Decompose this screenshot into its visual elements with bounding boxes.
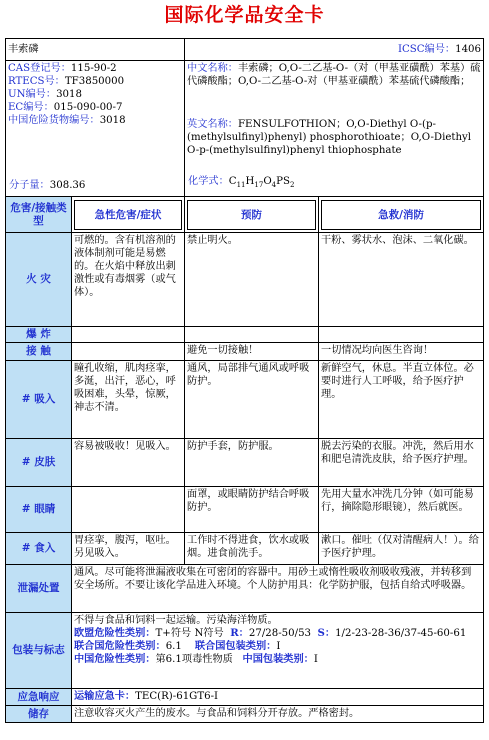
hazard-row-inhalation: [6, 361, 484, 439]
hazard-aid: 新鲜空气，休息。半直立体位。必要时进行人工呼吸，给予医疗护理。: [319, 361, 484, 439]
hazard-symptom: 瞳孔收缩，肌肉痉挛，多涎，出汗，恶心，呼吸困难，头晕，惊厥，神志不清。: [72, 361, 185, 439]
cn-name-label: 中文名称：: [187, 63, 238, 74]
names-cell: [185, 61, 484, 197]
storage-label: 储存: [6, 706, 72, 723]
storage-text: 注意收容灭火产生的废水。与食品和饲料分开存放。严格密封。: [72, 706, 484, 723]
hazard-symptom: [72, 487, 185, 533]
r-label: R：: [230, 627, 249, 639]
hazard-prevention: 防护手套，防护服。: [185, 439, 319, 487]
cn-class-label: 中国危险性类别：: [74, 653, 156, 665]
hazard-prevention: [185, 327, 319, 343]
hazard-aid: [319, 327, 484, 343]
ec-label: EC编号：: [8, 102, 54, 113]
un-class-label: 联合国危险性类别：: [74, 640, 166, 652]
cn-pack: I: [313, 654, 318, 665]
hazard-prevention: 避免一切接触！: [185, 343, 319, 361]
hazard-type: # 皮肤: [6, 439, 72, 487]
hazard-prevention: 禁止明火。: [185, 233, 319, 327]
s-label: S：: [317, 627, 336, 639]
hazard-type: # 吸入: [6, 361, 72, 439]
icsc-cell: [185, 39, 484, 61]
hazard-type: # 眼睛: [6, 487, 72, 533]
r-phrases: 27/28-50/53: [248, 628, 312, 639]
hazard-type: 火 灾: [6, 233, 72, 327]
hazard-symptom: 容易被吸收！见吸入。: [72, 439, 185, 487]
hazard-prevention: 面罩，或眼睛防护结合呼吸防护。: [185, 487, 319, 533]
emergency-row: [6, 689, 484, 706]
un-label: UN编号：: [8, 89, 57, 100]
hazard-row-eyes: [6, 487, 484, 533]
spill-text: 通风。尽可能将泄漏液收集在可密闭的容器中。用砂土或惰性吸收剂吸收残液，并转移到安全场所。不要让该化学品进入环境。个人防护用具：化学防护服，包括自给式呼吸器。: [72, 565, 484, 613]
identifiers-cell: [6, 61, 185, 197]
un-pack-label: 联合国包装类别：: [194, 640, 277, 652]
chemical-name-cell: [6, 39, 185, 61]
emergency-content: [72, 689, 484, 706]
un-class: 6.1: [165, 641, 182, 652]
chemical-name: 丰索磷: [8, 44, 39, 55]
icsc-number: 1406: [455, 44, 482, 55]
col-header-prevention: 预防: [185, 197, 319, 233]
hazard-row-contact: [6, 343, 484, 361]
cn-dangerous-goods-label: 中国危险货物编号：: [8, 115, 100, 126]
hazard-row-explosion: [6, 327, 484, 343]
card-table: [5, 38, 484, 723]
hazard-aid: 先用大量水冲洗几分钟（如可能易行，摘除隐形眼镜），然后就医。: [319, 487, 484, 533]
emergency-card: TEC(R)-61GT6-I: [135, 691, 219, 702]
spill-label: 泄漏处置: [6, 565, 72, 613]
en-name: FENSULFOTHION；O,O-Diethyl O-(p-(methylsulfinyl)phenyl) phosphorothioate；O,O-Diethyl O-p-(methylsulfinyl)phenyl thiophosphate: [187, 119, 472, 156]
ec-number: 015-090-00-7: [53, 102, 123, 113]
packaging-line1: 不得与食品和饲料一起运输。污染海洋物质。: [74, 615, 278, 626]
en-name-label: 英文名称：: [187, 119, 238, 130]
hazard-symptom: 胃痉挛，腹泻，呕吐。另见吸入。: [72, 533, 185, 565]
un-number: 3018: [56, 89, 82, 100]
cn-class: 第6.1项毒性物质: [155, 654, 233, 665]
hazard-row-fire: [6, 233, 484, 327]
hazard-type: 接 触: [6, 343, 72, 361]
cas-number: 115-90-2: [70, 63, 117, 74]
hazard-aid: 干粉、雾状水、泡沫、二氧化碳。: [319, 233, 484, 327]
hazard-symptom: 可燃的。含有机溶剂的液体制剂可能是易燃的。在火焰中释放出刺激性或有毒烟雾（或气体）。: [72, 233, 185, 327]
cn-dangerous-goods-number: 3018: [99, 115, 126, 126]
formula-label: 化学式：: [188, 175, 229, 187]
storage-row: [6, 706, 484, 723]
hazard-aid: 脱去污染的衣服。冲洗，然后用水和肥皂清洗皮肤，给予医疗护理。: [319, 439, 484, 487]
cas-label: CAS登记号：: [8, 63, 71, 74]
hazard-prevention: 通风，局部排气通风或呼吸防护。: [185, 361, 319, 439]
cn-pack-label: 中国包装类别：: [242, 653, 314, 665]
packaging-content: [72, 613, 484, 689]
hazard-type: # 食入: [6, 533, 72, 565]
emergency-card-label: 运输应急卡：: [74, 690, 136, 702]
cn-name: 丰索磷；O,O-二乙基-O-（对（甲基亚磺酰）苯基）硫代磷酸酯；O,O-二乙基-O-对（甲基亚磺酰）苯基硫代磷酸酯；: [187, 63, 481, 87]
un-pack: I: [276, 641, 281, 652]
col-header-aid: 急救/消防: [319, 197, 484, 233]
hazard-type: 爆 炸: [6, 327, 72, 343]
hazard-aid: 漱口。催吐（仅对清醒病人！）。给予医疗护理。: [319, 533, 484, 565]
emergency-label: 应急响应: [6, 689, 72, 706]
hazard-row-ingestion: [6, 533, 484, 565]
s-phrases: 1/2-23-28-36/37-45-60-61: [335, 628, 467, 639]
molecular-weight-label: 分子量：: [9, 180, 50, 191]
hazard-symptom: [72, 327, 185, 343]
rtecs-label: RTECS号：: [8, 76, 65, 87]
rtecs-number: TF3850000: [64, 76, 125, 87]
spill-row: [6, 565, 484, 613]
card-title: 国际化学品安全卡: [164, 4, 325, 26]
eu-class: T+符号 N符号: [155, 628, 224, 639]
hazard-aid: 一切情况均向医生咨询！: [319, 343, 484, 361]
col-header-symptom: 急性危害/症状: [72, 197, 185, 233]
molecular-weight: 308.36: [49, 180, 86, 191]
formula: $C_{11}H_{17}O_4PS_2$: [228, 175, 295, 189]
eu-class-label: 欧盟危险性类别：: [74, 627, 156, 639]
col-header-type: 危害/接触类型: [6, 197, 72, 233]
hazard-prevention: 工作时不得进食，饮水或吸烟。进食前洗手。: [185, 533, 319, 565]
packaging-label: 包装与标志: [6, 613, 72, 689]
hazard-row-skin: [6, 439, 484, 487]
packaging-row: [6, 613, 484, 689]
icsc-label: ICSC编号：: [397, 44, 456, 55]
hazard-symptom: [72, 343, 185, 361]
